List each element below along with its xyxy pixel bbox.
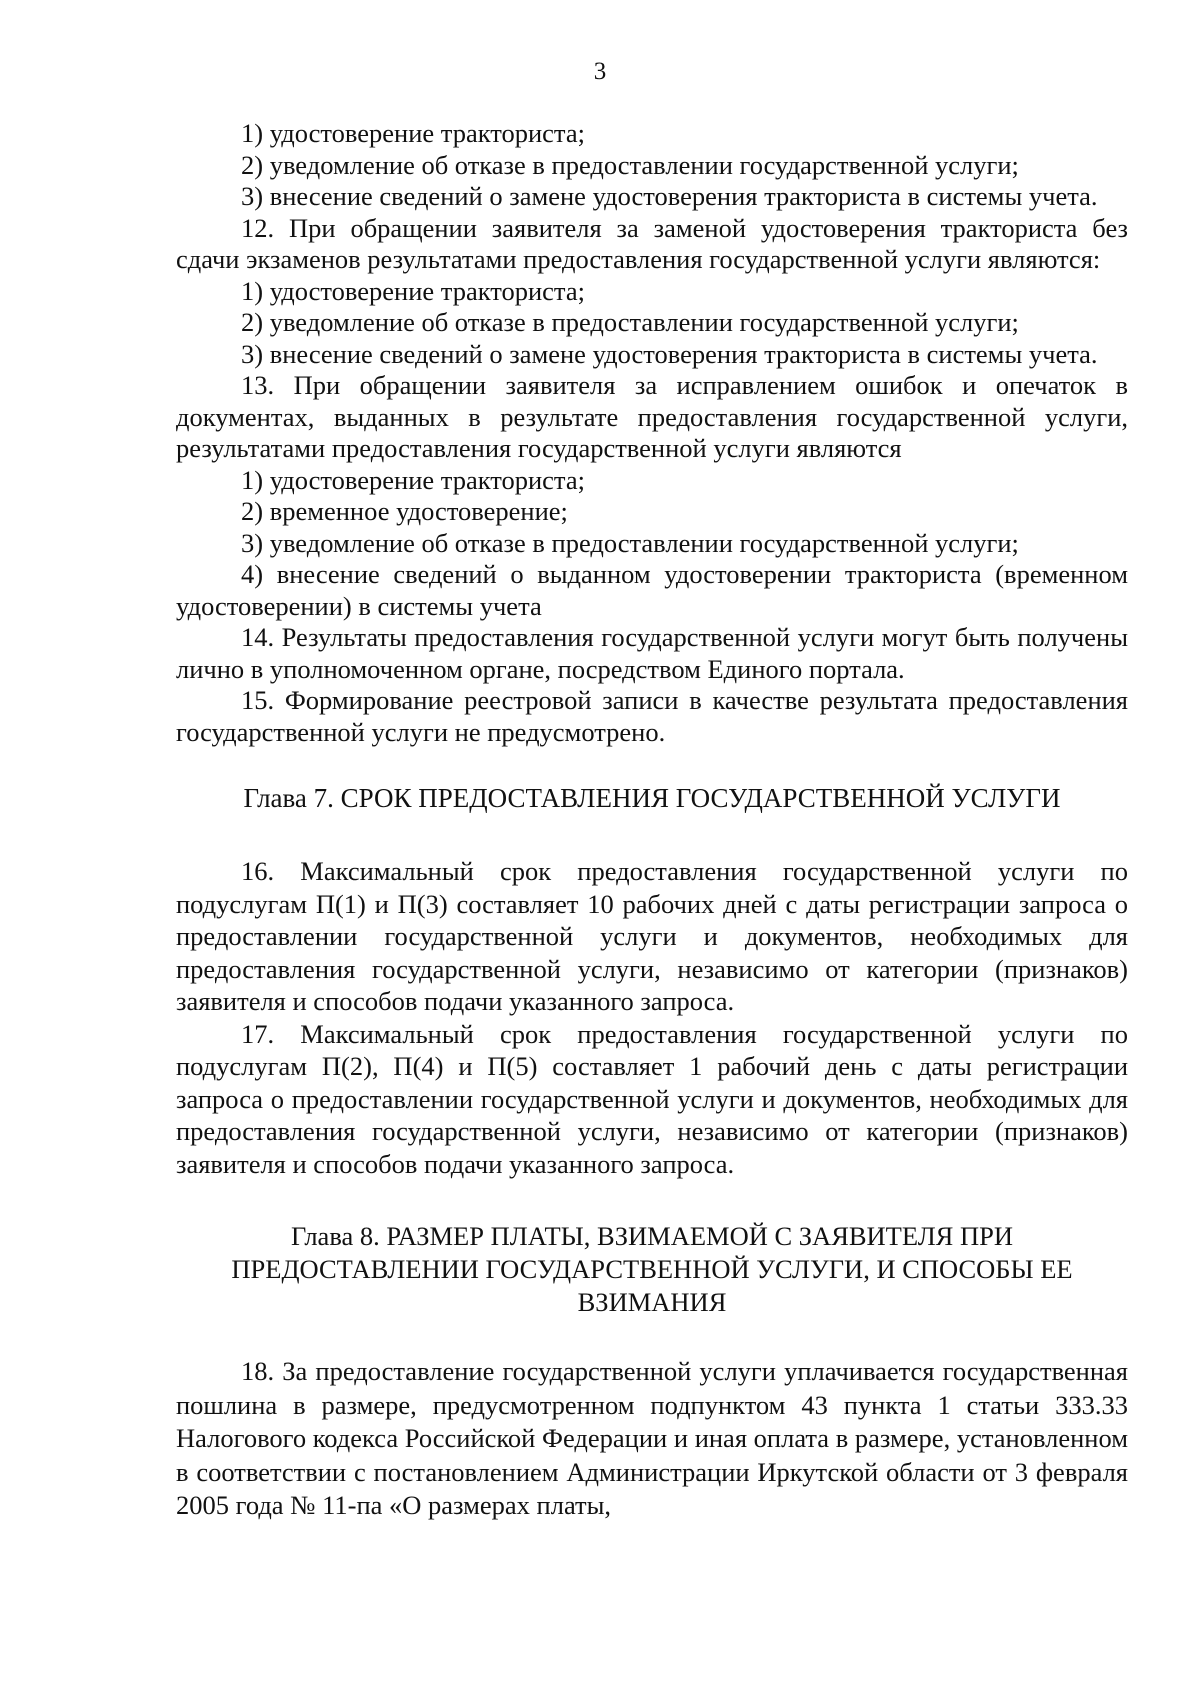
list-item: 1) удостоверение тракториста; [241,118,585,148]
list-item: 1) удостоверение тракториста; [241,275,585,306]
list-item: 2) временное удостоверение; [241,496,568,526]
chapter-8-heading [176,1220,1128,1319]
chapter-7-heading: Глава 7. СРОК ПРЕДОСТАВЛЕНИЯ ГОСУДАРСТВЕННОЙ УСЛУГИ [243,783,1061,813]
list-item: 1) удостоверение тракториста; [241,464,585,495]
chapter-8-heading-line: ПРЕДОСТАВЛЕНИИ ГОСУДАРСТВЕННОЙ УСЛУГИ, И СПОСОБЫ ЕЕ [231,1254,1073,1284]
paragraph-14: 14. Результаты предоставления государственной услуги могут быть получены лично в уполномоченном органе, посредством Единого портала. [176,622,1128,684]
paragraph-15: 15. Формирование реестровой записи в качестве результата предоставления государственной услуги не предусмотрено. [176,685,1128,747]
list-item: 2) уведомление об отказе в предоставлении государственной услуги; [241,149,1019,180]
paragraph-16: 16. Максимальный срок предоставления государственной услуги по подуслугам П(1) и П(3) составляет 10 рабочих дней с даты регистрации запроса о предоставлении государственной услуги и документов, необходимых для предоставления государственной услуги, независимо от категории (признаков) заявителя и способов подачи указанного запроса. [176,856,1128,1016]
list-item: 3) внесение сведений о замене удостоверения тракториста в системы учета. [241,338,1098,369]
document-body [176,118,1128,1523]
list-item: 2) уведомление об отказе в предоставлении государственной услуги; [241,307,1019,337]
chapter-8-heading-line: Глава 8. РАЗМЕР ПЛАТЫ, ВЗИМАЕМОЙ С ЗАЯВИТЕЛЯ ПРИ [291,1221,1013,1251]
chapter-8-heading-line: ВЗИМАНИЯ [577,1287,727,1317]
page-number: 3 [593,58,607,85]
list-item: 3) внесение сведений о замене удостоверения тракториста в системы учета. [241,181,1098,211]
paragraph-13: 13. При обращении заявителя за исправлением ошибок и опечаток в документах, выданных в результате предоставления государственной услуги, результатами предоставления государственной услуги являются [176,370,1128,463]
paragraph-17: 17. Максимальный срок предоставления государственной услуги по подуслугам П(2), П(4) и П(5) составляет 1 рабочий день с даты регистрации запроса о предоставлении государственной услуги и документов, необходимых для предоставления государственной услуги, независимо от категории (признаков) заявителя и способов подачи указанного запроса. [176,1018,1128,1179]
paragraph-18: 18. За предоставление государственной услуги уплачивается государственная пошлина в размере, предусмотренном подпунктом 43 пункта 1 статьи 333.33 Налогового кодекса Российской Федерации и иная оплата в размере, установленном в соответствии с постановлением Администрации Иркутской области от 3 февраля 2005 года № 11-па «О размерах платы, [176,1356,1128,1520]
paragraph-12: 12. При обращении заявителя за заменой удостоверения тракториста без сдачи экзаменов результатами предоставления государственной услуги являются: [176,212,1128,274]
list-item: 4) внесение сведений о выданном удостоверении тракториста (временном удостоверении) в системы учета [176,559,1128,621]
list-item: 3) уведомление об отказе в предоставлении государственной услуги; [241,527,1019,558]
